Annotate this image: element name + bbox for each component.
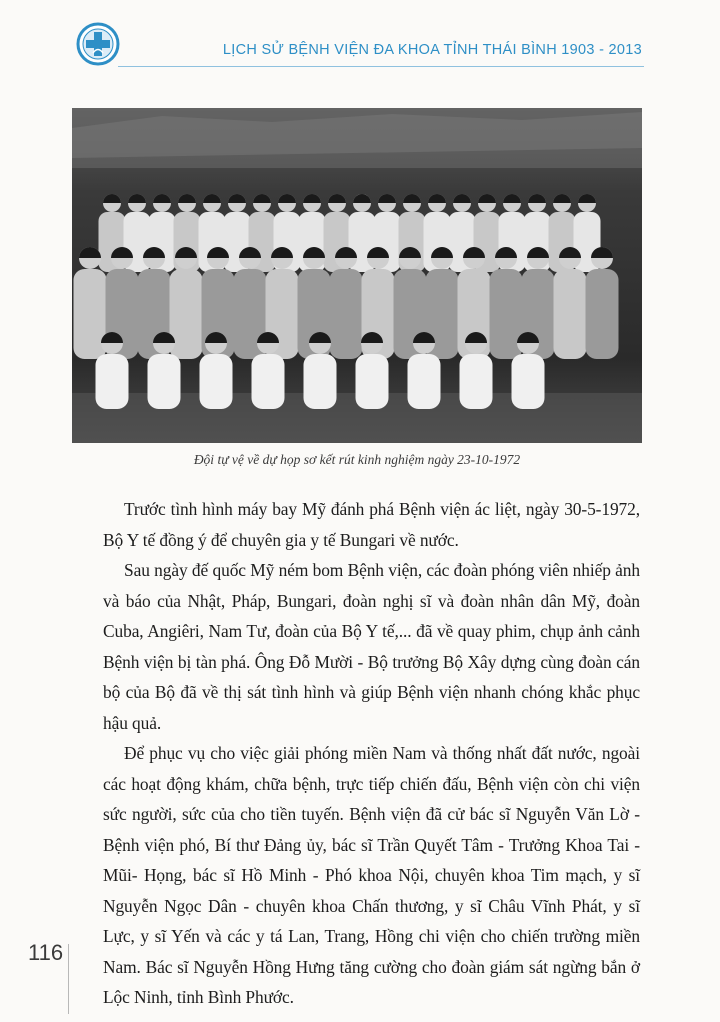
person-figure xyxy=(96,354,129,409)
person-figure xyxy=(554,269,587,359)
hospital-emblem-icon xyxy=(76,22,120,66)
person-figure xyxy=(304,354,337,409)
group-photo xyxy=(72,108,642,443)
paragraph: Sau ngày đế quốc Mỹ ném bom Bệnh viện, các đoàn phóng viên nhiếp ảnh và báo của Nhật, Pháp, Bungari, đoàn nghị sĩ và đoàn nhân dân Mỹ, đoàn Cuba, Angiêri, Nam Tư, đoàn của Bộ Y tế,... đã về quay phim, chụp ảnh cảnh Bệnh viện bị tàn phá. Ông Đỗ Mười - Bộ trưởng Bộ Xây dựng cùng đoàn cán bộ của Bộ đã về thị sát tình hình và giúp Bệnh viện nhanh chóng khắc phục hậu quả. xyxy=(103,560,640,733)
page-number: 116 xyxy=(28,940,64,965)
person-figure xyxy=(512,354,545,409)
person-figure xyxy=(148,354,181,409)
person-figure xyxy=(330,269,363,359)
running-title: LỊCH SỬ BỆNH VIỆN ĐA KHOA TỈNH THÁI BÌNH 1903 - 2013 xyxy=(222,42,642,58)
photo-caption: Đội tự vệ về dự họp sơ kết rút kinh nghiệm ngày 23-10-1972 xyxy=(193,452,521,467)
person-figure xyxy=(408,354,441,409)
person-figure xyxy=(586,269,619,359)
person-figure xyxy=(460,354,493,409)
person-figure xyxy=(200,354,233,409)
person-figure xyxy=(252,354,285,409)
paragraph: Để phục vụ cho việc giải phóng miền Nam và thống nhất đất nước, ngoài các hoạt động khám, chữa bệnh, trực tiếp chiến đấu, Bệnh viện còn chi viện sức người, sức của cho tiền tuyến. Bệnh viện đã cử bác sĩ Nguyễn Văn Lờ - Bệnh viện phó, Bí thư Đảng ủy, bác sĩ Trần Quyết Tâm - Trưởng Khoa Tai - Mũi- Họng, bác sĩ Hồ Minh - Phó khoa Nội, chuyên khoa Tim mạch, y sĩ Nguyễn Ngọc Dân - chuyên khoa Chấn thương, y sĩ Châu Vĩnh Phát, y sĩ Lực, y sĩ Yến và các y tá Lan, Trang, Hồng chi viện cho chiến trường miền Nam. Bác sĩ Nguyễn Hồng Hưng tăng cường cho đoàn giám sát ngừng bắn ở Lộc Ninh, tỉnh Bình Phước. xyxy=(103,743,640,1007)
margin-rule xyxy=(68,944,69,1014)
header-divider xyxy=(118,66,644,67)
paragraph: Trước tình hình máy bay Mỹ đánh phá Bệnh viện ác liệt, ngày 30-5-1972, Bộ Y tế đồng ý để chuyên gia y tế Bungari về nước. xyxy=(103,499,640,550)
person-figure xyxy=(356,354,389,409)
body-text xyxy=(103,494,640,1013)
